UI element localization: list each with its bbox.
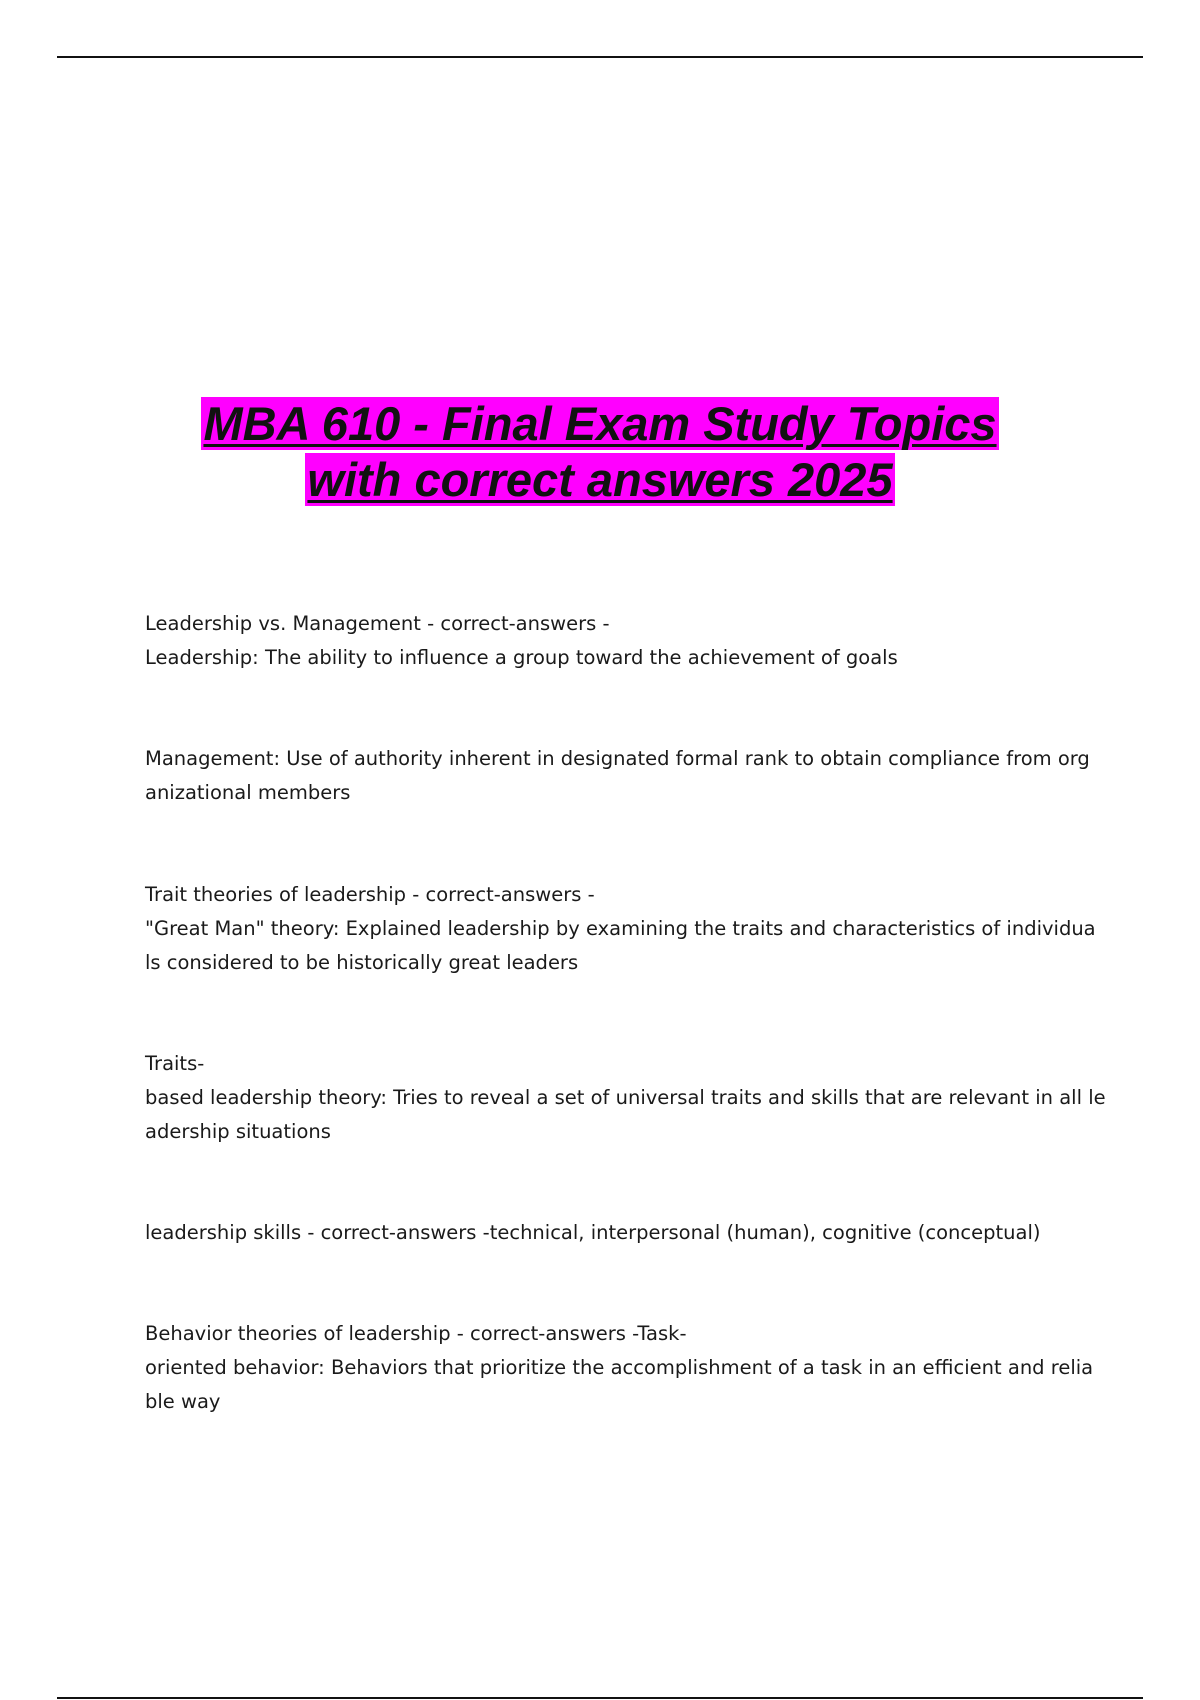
text-line: Management: Use of authority inherent in designated formal rank to obtain compliance from org (145, 747, 1090, 770)
page-title (0, 396, 1200, 508)
text-line: ble way (145, 1390, 221, 1413)
text-line: oriented behavior: Behaviors that prioritize the accomplishment of a task in an efficient and relia (145, 1356, 1094, 1379)
title-line-1: MBA 610 - Final Exam Study Topics (203, 397, 997, 450)
text-line: Leadership: The ability to influence a group toward the achievement of goals (145, 646, 898, 669)
title-line-2: with correct answers 2025 (307, 453, 893, 506)
text-block-management (145, 742, 1105, 810)
text-line: adership situations (145, 1120, 331, 1143)
text-line: leadership skills - correct-answers -technical, interpersonal (human), cognitive (conceptual) (145, 1221, 1041, 1244)
text-line: based leadership theory: Tries to reveal a set of universal traits and skills that are relevant in all le (145, 1086, 1106, 1109)
text-block-leadership-skills (145, 1216, 1105, 1250)
text-line: Behavior theories of leadership - correct-answers -Task- (145, 1322, 687, 1345)
text-block-trait-theories (145, 878, 1105, 980)
text-line: ls considered to be historically great leaders (145, 951, 579, 974)
text-line: Traits- (145, 1052, 205, 1075)
text-line: "Great Man" theory: Explained leadership by examining the traits and characteristics of individua (145, 917, 1096, 940)
bottom-rule (57, 1697, 1143, 1699)
text-line: Leadership vs. Management - correct-answers - (145, 612, 610, 635)
text-block-leadership-vs-management (145, 607, 1105, 675)
text-line: Trait theories of leadership - correct-answers - (145, 883, 595, 906)
top-rule (57, 56, 1143, 58)
text-block-behavior-theories (145, 1317, 1105, 1419)
text-line: anizational members (145, 781, 351, 804)
text-block-traits-based (145, 1047, 1105, 1149)
